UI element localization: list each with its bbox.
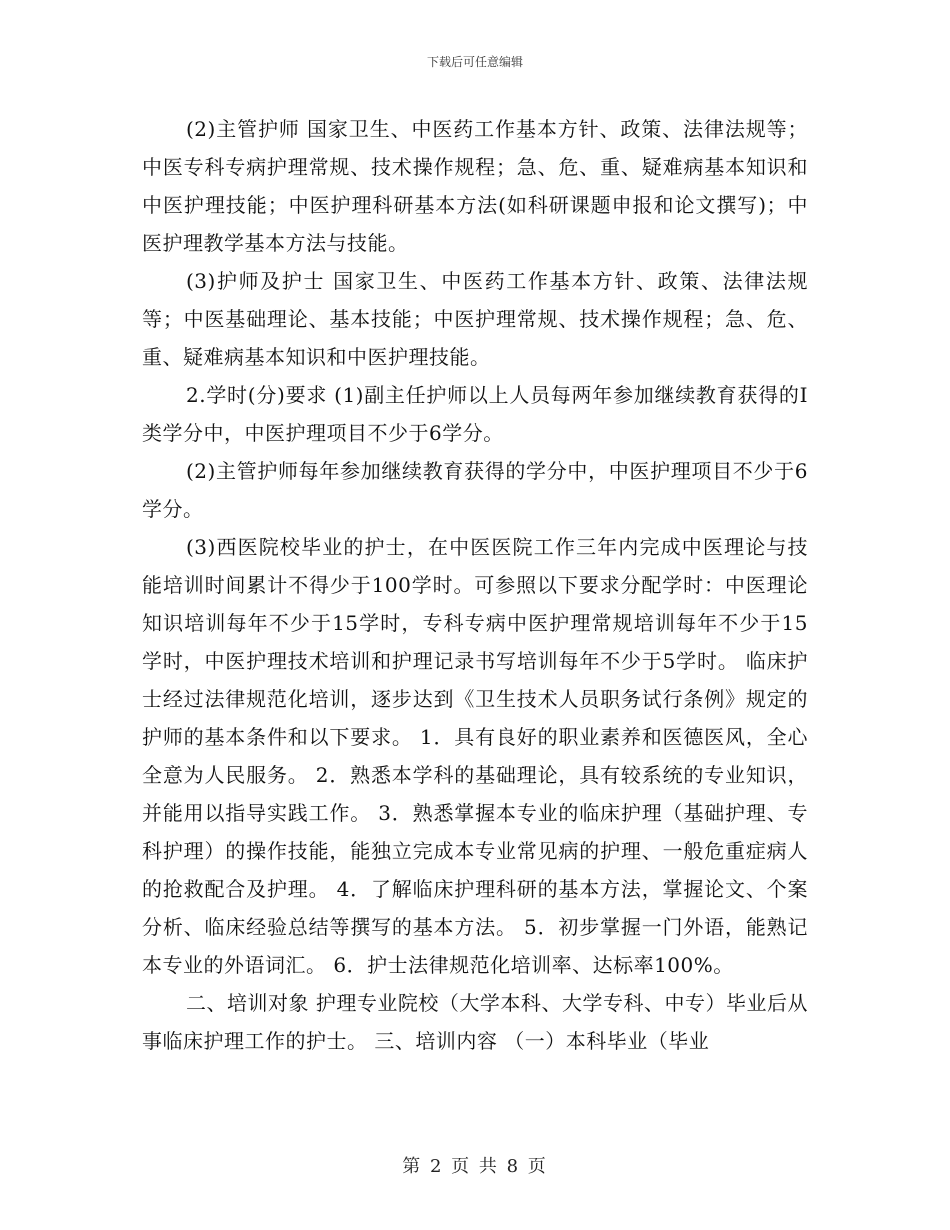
paragraph-competent-nurse: (2)主管护师 国家卫生、中医药工作基本方针、政策、法律法规等；中医专科专病护理常规、技术操作规程；急、危、重、疑难病基本知识和中医护理技能；中医护理科研基本方法(如科研课题申报和论文撰写)；中医护理教学基本方法与技能。 xyxy=(142,117,808,255)
paragraph-credit-requirement: 2.学时(分)要求 (1)副主任护师以上人员每两年参加继续教育获得的Ⅰ类学分中，中医护理项目不少于6学分。 xyxy=(142,383,808,445)
paragraph-training-targets: 二、培训对象 护理专业院校（大学本科、大学专科、中专）毕业后从事临床护理工作的护士。 三、培训内容 （一）本科毕业（毕业 xyxy=(142,991,808,1053)
document-body xyxy=(142,110,808,1060)
paragraph-supervisor-credits: (2)主管护师每年参加继续教育获得的学分中，中医护理项目不少于6学分。 xyxy=(142,459,808,521)
paragraph-nurse-practitioner: (3)护师及护士 国家卫生、中医药工作基本方针、政策、法律法规等；中医基础理论、基本技能；中医护理常规、技术操作规程；急、危、重、疑难病基本知识和中医护理技能。 xyxy=(142,269,808,369)
page-number: 第 2 页 共 8 页 xyxy=(402,1156,548,1177)
paragraph-western-graduates: (3)西医院校毕业的护士，在中医医院工作三年内完成中医理论与技能培训时间累计不得少于100学时。可参照以下要求分配学时：中医理论知识培训每年不少于15学时，专科专病中医护理常规培训每年不少于15学时，中医护理技术培训和护理记录书写培训每年不少于5学时。 临床护士经过法律规范化培训，逐步达到《卫生技术人员职务试行条例》规定的护师的基本条件和以下要求。 1．具有良好的职业素养和医德医风，全心全意为人民服务。 2．熟悉本学科的基础理论，具有较系统的专业知识，并能用以指导实践工作。 3．熟悉掌握本专业的临床护理（基础护理、专科护理）的操作技能，能独立完成本专业常见病的护理、一般危重症病人的抢救配合及护理。 4．了解临床护理科研的基本方法，掌握论文、个案分析、临床经验总结等撰写的基本方法。 5．初步掌握一门外语，能熟记本专业的外语词汇。 6．护士法律规范化培训率、达标率100%。 xyxy=(142,535,808,977)
page-header-note: 下载后可任意编辑 xyxy=(426,55,523,69)
